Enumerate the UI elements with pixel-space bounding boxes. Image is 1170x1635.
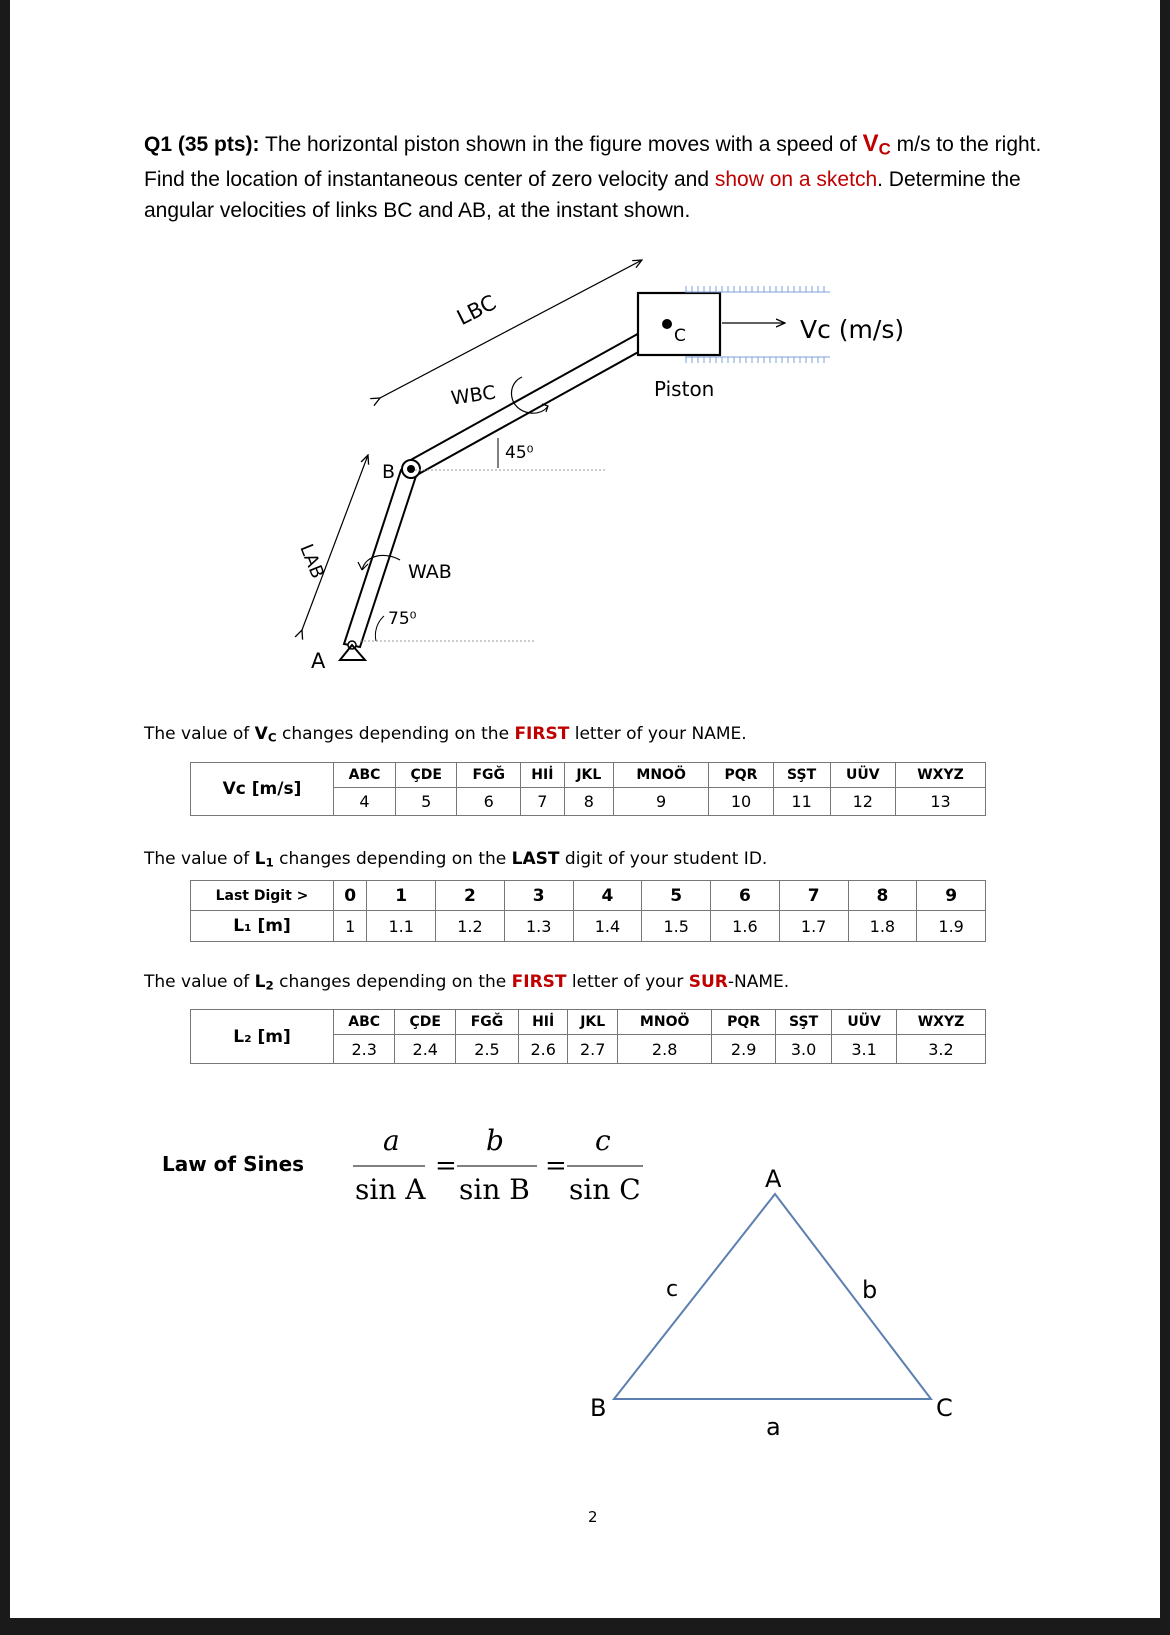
angle-75-label: 75⁰ xyxy=(388,609,417,629)
vc-intro: The value of VC changes depending on the FIRST letter of your NAME. xyxy=(144,724,747,745)
svg-text:sin C: sin C xyxy=(569,1173,641,1206)
question-part1: The horizontal piston shown in the figure moves with a speed of xyxy=(259,133,863,156)
lab-label: LAB xyxy=(295,541,328,582)
lbc-dimension-arrow xyxy=(380,260,642,398)
joint-c xyxy=(662,319,672,329)
l1-row-label: L₁ [m] xyxy=(191,911,334,942)
vertex-b-label: B xyxy=(590,1394,607,1422)
l1-intro: The value of L1 changes depending on the LAST digit of your student ID. xyxy=(144,849,768,870)
angle-75-arc xyxy=(375,616,384,641)
piston-label: Piston xyxy=(654,377,715,401)
law-of-sines-title: Law of Sines xyxy=(162,1152,305,1176)
svg-text:a: a xyxy=(383,1124,400,1157)
l1-table: Last Digit > 0 1 2 3 4 5 6 7 8 9 L₁ [m] 1 1.1 1.2 1.3 1.4 1.5 1.6 1.7 1.8 1.9 xyxy=(190,880,986,942)
wab-label: WAB xyxy=(408,561,452,583)
l2-row-label: L₂ [m] xyxy=(191,1010,334,1064)
point-c-label: C xyxy=(674,326,686,346)
piston-guide-top xyxy=(686,286,824,292)
mechanism-figure xyxy=(10,0,1160,700)
point-b-label: B xyxy=(382,461,396,483)
vc-symbol: VC xyxy=(862,130,891,159)
svg-text:b: b xyxy=(486,1124,504,1157)
triangle-shape xyxy=(614,1194,931,1399)
svg-text:sin A: sin A xyxy=(355,1173,426,1206)
side-b-label: b xyxy=(862,1276,878,1304)
vertex-a-label: A xyxy=(765,1165,782,1193)
point-a-label: A xyxy=(311,649,326,673)
page-number: 2 xyxy=(588,1508,598,1526)
question-label: Q1 (35 pts): xyxy=(144,133,260,156)
l2-intro: The value of L2 changes depending on the FIRST letter of your SUR-NAME. xyxy=(144,972,790,993)
svg-text:=: = xyxy=(545,1151,567,1181)
vc-label: Vc (m/s) xyxy=(800,315,905,344)
triangle-diagram xyxy=(570,1150,970,1450)
svg-text:sin B: sin B xyxy=(459,1173,530,1206)
vc-table: Vc [m/s] ABC ÇDE FGĞ HIİ JKL MNOÖ PQR SŞT UÜV WXYZ 4 5 6 7 8 9 10 11 12 13 xyxy=(190,762,986,816)
l2-table: L₂ [m] ABC ÇDE FGĞ HIİ JKL MNOÖ PQR SŞT UÜV WXYZ 2.3 2.4 2.5 2.6 2.7 2.8 2.9 3.0 3.1 3.2 xyxy=(190,1009,986,1064)
side-c-label: c xyxy=(666,1277,679,1302)
svg-text:c: c xyxy=(595,1124,611,1157)
question-part2: m/s to the right. Find the location of instantaneous center of zero velocity and xyxy=(144,133,1042,192)
svg-text:=: = xyxy=(435,1151,457,1181)
wbc-label: WBC xyxy=(449,381,498,410)
piston-guide-bottom xyxy=(686,357,824,363)
document-page xyxy=(10,0,1160,1618)
angle-45-label: 45⁰ xyxy=(505,443,534,463)
question-highlight: show on a sketch xyxy=(714,168,878,192)
lbc-label: LBC xyxy=(453,290,500,330)
vertex-c-label: C xyxy=(936,1394,953,1422)
vc-row-label: Vc [m/s] xyxy=(191,763,334,816)
side-a-label: a xyxy=(766,1413,781,1441)
question-part3: . Determine the angular velocities of links BC and AB, at the instant shown. xyxy=(144,168,1021,223)
